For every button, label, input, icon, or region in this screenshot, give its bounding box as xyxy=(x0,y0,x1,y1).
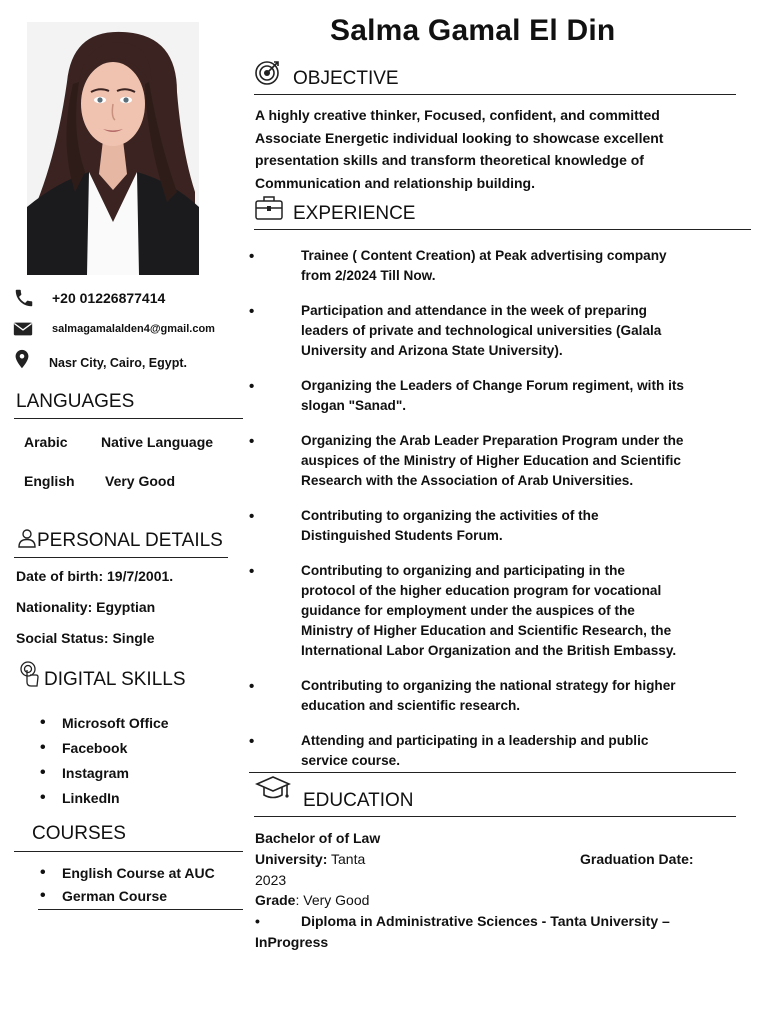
experience-bottom-divider xyxy=(249,772,736,773)
profile-photo xyxy=(27,22,199,275)
experience-line: Attending and participating in a leadership and public xyxy=(301,733,649,748)
courses-heading: COURSES xyxy=(32,823,126,844)
experience-heading: EXPERIENCE xyxy=(293,203,416,224)
person-icon xyxy=(17,528,37,553)
language-name: English xyxy=(24,473,75,489)
experience-item xyxy=(301,376,741,416)
digital-skills-list xyxy=(62,715,169,815)
experience-line: Participation and attendance in the week of preparing xyxy=(301,303,647,318)
objective-divider xyxy=(254,94,736,95)
experience-item xyxy=(301,506,741,546)
language-level: Very Good xyxy=(105,473,176,489)
experience-line: guidance for employment under the auspices of the xyxy=(301,603,635,618)
location-pin-icon xyxy=(11,348,33,375)
courses-bottom-divider xyxy=(38,909,243,910)
university-value: Tanta xyxy=(327,851,366,867)
candidate-name: Salma Gamal El Din xyxy=(330,14,616,47)
experience-item xyxy=(301,561,741,661)
list-item: • Microsoft Office xyxy=(62,715,169,740)
experience-item xyxy=(301,246,741,286)
list-item: • LinkedIn xyxy=(62,790,169,815)
experience-line: Organizing the Leaders of Change Forum regiment, with its xyxy=(301,378,684,393)
language-level: Native Language xyxy=(101,434,214,450)
personal-details-heading: PERSONAL DETAILS xyxy=(37,530,223,551)
bullet: • xyxy=(249,508,255,525)
phone-icon xyxy=(13,287,35,314)
list-item: • Instagram xyxy=(62,765,169,790)
experience-line: Contributing to organizing the national strategy for higher xyxy=(301,678,676,693)
language-name: Arabic xyxy=(24,434,68,450)
digital-touch-icon xyxy=(17,660,41,693)
diploma-bullet: • xyxy=(255,913,260,929)
list-item: • Facebook xyxy=(62,740,169,765)
experience-item xyxy=(301,731,741,771)
experience-line: slogan "Sanad". xyxy=(301,398,407,413)
bullet: • xyxy=(249,563,255,580)
list-item: • English Course at AUC xyxy=(62,865,215,888)
experience-item xyxy=(301,431,741,491)
languages-heading: LANGUAGES xyxy=(16,391,135,412)
experience-line: auspices of the Ministry of Higher Education and Scientific xyxy=(301,453,681,468)
experience-line: Organizing the Arab Leader Preparation Program under the xyxy=(301,433,684,448)
objective-heading: OBJECTIVE xyxy=(293,68,399,89)
experience-line: Contributing to organizing the activities of the xyxy=(301,508,599,523)
experience-item xyxy=(301,301,741,361)
portrait-image xyxy=(27,22,199,275)
university xyxy=(255,849,365,870)
objective-line: Communication and relationship building. xyxy=(255,174,535,191)
diploma-status: InProgress xyxy=(255,934,329,950)
bullet: • xyxy=(249,678,255,695)
graduation-year: 2023 xyxy=(255,872,287,888)
objective-line: A highly creative thinker, Focused, confident, and committed xyxy=(255,107,660,123)
objective-text xyxy=(255,104,735,194)
experience-line: University and Arizona State University). xyxy=(301,343,563,358)
social-status: Social Status: Single xyxy=(16,630,155,646)
digital-skills-heading: DIGITAL SKILLS xyxy=(44,669,186,690)
bullet: • xyxy=(249,433,255,450)
address: Nasr City, Cairo, Egypt. xyxy=(49,356,187,370)
email-address: salmagamalalden4@gmail.com xyxy=(52,323,215,335)
experience-line: from 2/2024 Till Now. xyxy=(301,268,436,283)
experience-line: Research with the Association of Arab Universities. xyxy=(301,473,634,488)
experience-line: leaders of private and technological universities (Galala xyxy=(301,323,662,338)
experience-line: protocol of the higher education program for vocational xyxy=(301,583,662,598)
objective-line: Associate Energetic individual looking to showcase excellent xyxy=(255,129,664,146)
experience-line: education and scientific research. xyxy=(301,698,521,713)
university-label: University: xyxy=(255,851,328,867)
phone-number: +20 01226877414 xyxy=(52,290,166,306)
target-icon xyxy=(253,59,281,92)
bullet: • xyxy=(249,378,255,395)
date-of-birth: Date of birth: 19/7/2001. xyxy=(16,568,174,584)
graduation-cap-icon xyxy=(255,775,291,810)
personal-divider xyxy=(14,557,228,558)
experience-divider xyxy=(254,229,751,230)
graduation-date-label: Graduation Date: xyxy=(580,851,694,867)
briefcase-icon xyxy=(254,195,284,226)
experience-line: Distinguished Students Forum. xyxy=(301,528,503,543)
experience-line: International Labor Organization and the British Embassy. xyxy=(301,643,677,658)
grade-label: Grade xyxy=(255,892,296,908)
languages-divider xyxy=(14,418,243,419)
education-heading: EDUCATION xyxy=(303,790,414,811)
degree: Bachelor of of Law xyxy=(255,830,381,846)
education-divider xyxy=(254,816,736,817)
courses-divider xyxy=(14,851,243,852)
diploma-line: Diploma in Administrative Sciences - Tanta University – xyxy=(301,913,670,929)
bullet: • xyxy=(249,303,255,320)
nationality: Nationality: Egyptian xyxy=(16,599,156,615)
envelope-icon xyxy=(12,318,34,345)
experience-line: Trainee ( Content Creation) at Peak advertising company xyxy=(301,248,667,263)
courses-list xyxy=(62,865,215,911)
grade xyxy=(255,890,369,911)
bullet: • xyxy=(249,733,255,750)
grade-value: : Very Good xyxy=(295,892,370,908)
list-item: • German Course xyxy=(62,888,215,911)
bullet: • xyxy=(249,248,255,265)
experience-line: service course. xyxy=(301,753,400,768)
experience-item xyxy=(301,676,741,716)
experience-line: Contributing to organizing and participating in the xyxy=(301,563,625,578)
objective-line: presentation skills and transform theoretical knowledge of xyxy=(255,152,644,169)
experience-line: Ministry of Higher Education and Scientific Research, the xyxy=(301,623,672,638)
